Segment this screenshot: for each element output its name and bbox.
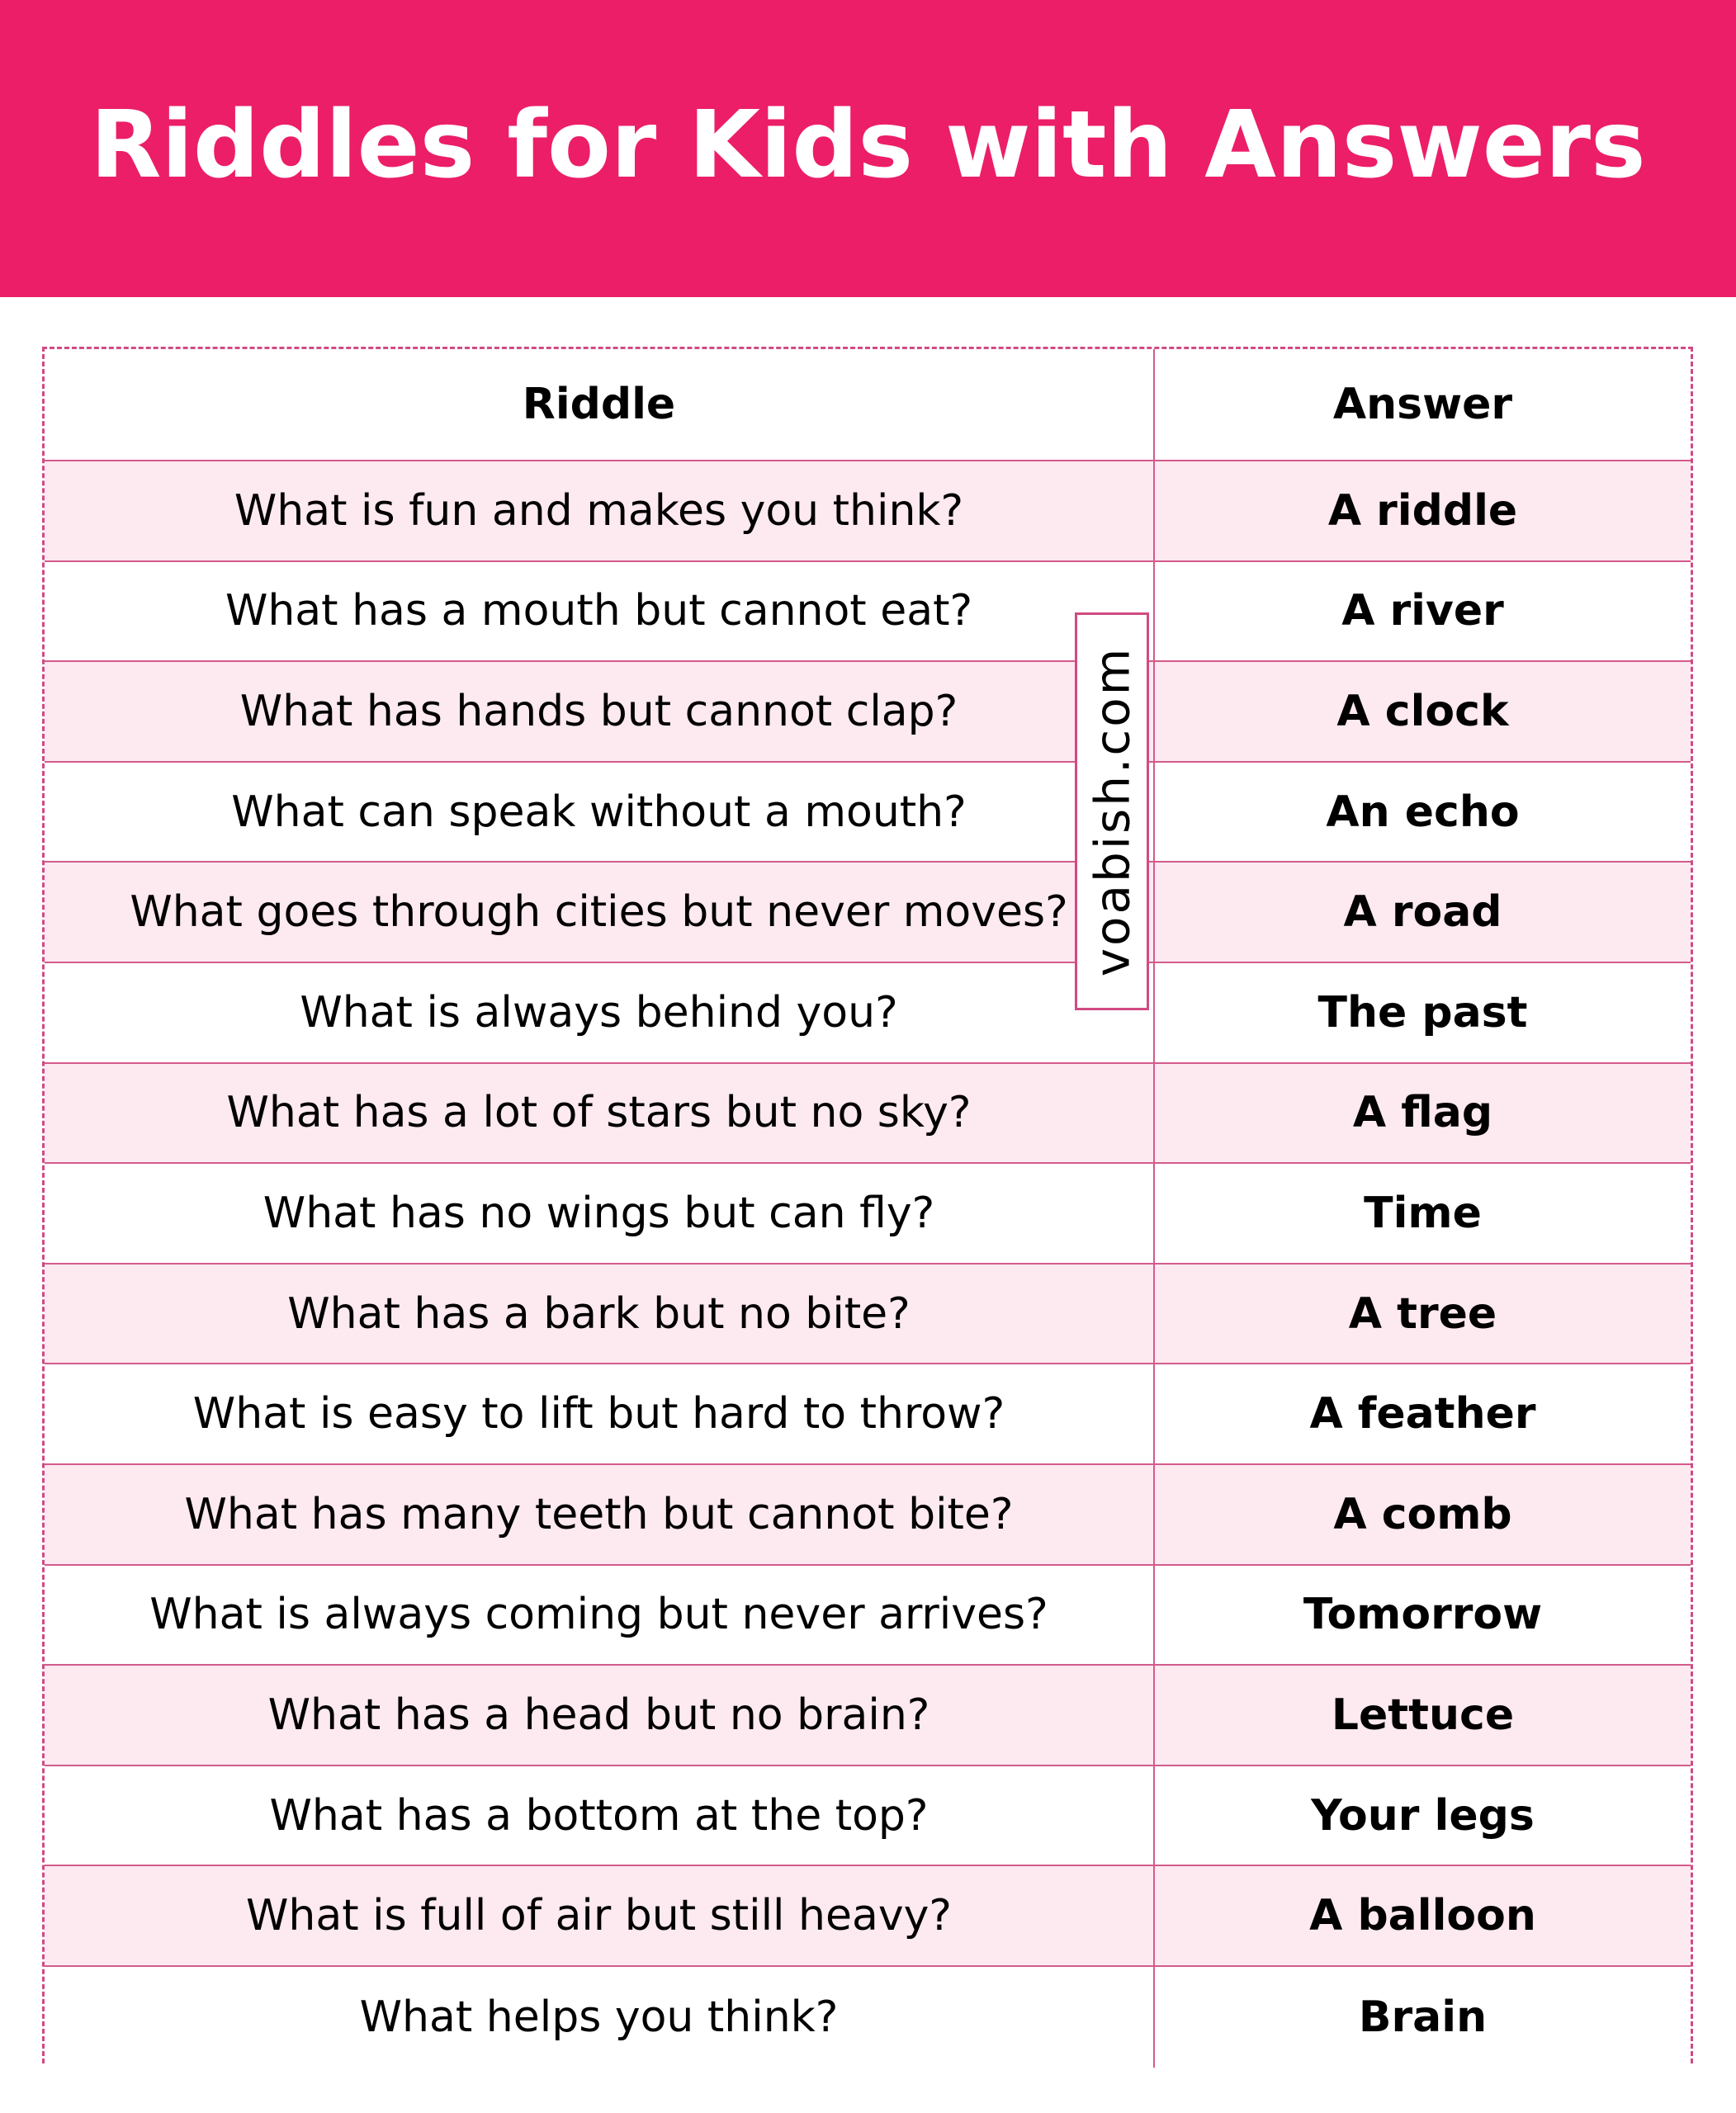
table-row	[45, 763, 1691, 863]
table-row	[45, 1064, 1691, 1165]
answer-cell: A tree	[1348, 1288, 1497, 1339]
riddle-cell: What has no wings but can fly?	[45, 1164, 1155, 1263]
table-row	[45, 461, 1691, 562]
table-row	[45, 963, 1691, 1064]
table-header-row	[45, 349, 1691, 461]
riddle-cell: What goes through cities but never moves?	[45, 863, 1155, 962]
watermark-text: voabish.com	[1084, 645, 1141, 977]
page-title: Riddles for Kids with Answers	[90, 92, 1646, 199]
answer-cell: A riddle	[1327, 485, 1518, 536]
table-row	[45, 1967, 1691, 2068]
riddle-cell: What can speak without a mouth?	[45, 763, 1155, 862]
riddle-cell: What helps you think?	[45, 1967, 1155, 2068]
table-row	[45, 1666, 1691, 1766]
answer-cell: A comb	[1333, 1489, 1512, 1539]
table-row	[45, 1164, 1691, 1264]
answer-cell: Lettuce	[1331, 1690, 1515, 1740]
answer-cell: Time	[1364, 1188, 1482, 1238]
riddle-cell: What is easy to lift but hard to throw?	[45, 1364, 1155, 1463]
table-row	[45, 863, 1691, 963]
table-row	[45, 562, 1691, 663]
answer-cell: A clock	[1336, 686, 1509, 736]
riddle-cell: What is full of air but still heavy?	[45, 1866, 1155, 1965]
riddles-table-grid	[45, 349, 1691, 2061]
watermark-label	[1075, 612, 1149, 1010]
riddle-cell: What has a head but no brain?	[45, 1666, 1155, 1765]
answer-cell: Brain	[1358, 1992, 1488, 2042]
table-row	[45, 1364, 1691, 1465]
answer-cell: A river	[1341, 586, 1504, 636]
riddle-cell: What has many teeth but cannot bite?	[45, 1465, 1155, 1564]
table-row	[45, 1465, 1691, 1566]
table-row	[45, 1866, 1691, 1967]
riddle-cell: What has a bark but no bite?	[45, 1264, 1155, 1364]
table-row	[45, 1766, 1691, 1867]
riddle-cell: What has hands but cannot clap?	[45, 662, 1155, 761]
table-row	[45, 1264, 1691, 1365]
table-row	[45, 662, 1691, 763]
riddle-cell: What has a mouth but cannot eat?	[45, 562, 1155, 661]
riddle-cell: What has a lot of stars but no sky?	[45, 1064, 1155, 1163]
answer-cell: Your legs	[1311, 1790, 1535, 1841]
answer-cell: A road	[1343, 887, 1502, 938]
riddle-cell: What is always behind you?	[45, 963, 1155, 1062]
title-banner	[0, 0, 1736, 297]
riddle-cell: What is fun and makes you think?	[45, 461, 1155, 560]
answer-cell: A balloon	[1309, 1891, 1536, 1941]
answer-cell: A flag	[1352, 1088, 1493, 1138]
column-header-answer: Answer	[1332, 380, 1513, 429]
riddle-cell: What has a bottom at the top?	[45, 1766, 1155, 1865]
column-header-riddle: Riddle	[45, 349, 1155, 460]
answer-cell: Tomorrow	[1303, 1590, 1543, 1640]
riddle-cell: What is always coming but never arrives?	[45, 1566, 1155, 1665]
table-row	[45, 1566, 1691, 1666]
riddles-table	[42, 347, 1693, 2063]
answer-cell: The past	[1317, 987, 1528, 1038]
answer-cell: An echo	[1326, 787, 1520, 837]
answer-cell: A feather	[1309, 1389, 1536, 1439]
